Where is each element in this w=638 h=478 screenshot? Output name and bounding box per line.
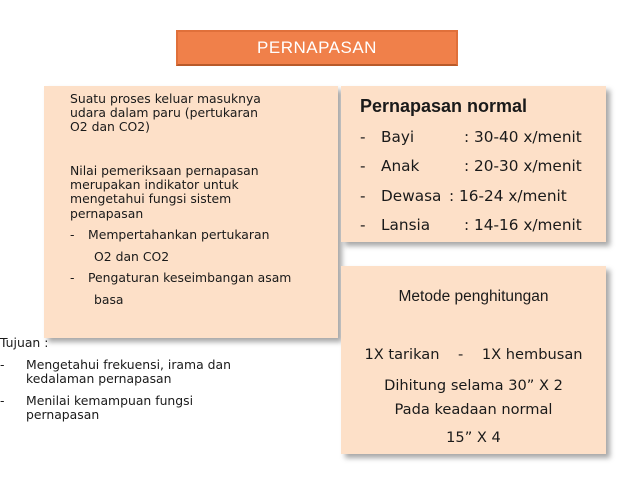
definition-line: udara dalam paru (pertukaran [70, 105, 259, 120]
tujuan-label: Tujuan : [0, 335, 49, 350]
tujuan-item-text: kedalaman pernapasan [26, 371, 172, 386]
indicator-line: pernapasan [70, 206, 144, 221]
definition-line: O2 dan CO2) [70, 119, 150, 134]
sub-item-dash: - [70, 270, 75, 285]
rate-dash: - [360, 216, 366, 234]
rate-dash: - [360, 157, 366, 175]
counting-method-line: 15” X 4 [446, 429, 501, 446]
rate-value: : 14-16 x/menit [464, 216, 582, 234]
sub-item-text: Mempertahankan pertukaran [88, 227, 270, 242]
counting-method-line: 1X tarikan - 1X hembusan [364, 346, 583, 363]
counting-method-line: Dihitung selama 30” X 2 [384, 377, 563, 394]
counting-method-line: Pada keadaan normal [394, 401, 553, 418]
rate-dash: - [360, 128, 366, 146]
tujuan-item-text: Mengetahui frekuensi, irama dan [26, 357, 231, 372]
rate-name: Bayi [381, 128, 415, 146]
definition-line: Suatu proses keluar masuknya [70, 91, 261, 106]
rate-name: Dewasa [381, 187, 442, 205]
indicator-line: mengetahui fungsi sistem [70, 191, 232, 206]
tujuan-item-text: Menilai kemampuan fungsi [26, 393, 194, 408]
slide-title: PERNAPASAN [257, 38, 377, 57]
rate-name: Lansia [381, 216, 431, 234]
indicator-line: Nilai pemeriksaan pernapasan [70, 163, 259, 178]
rate-name: Anak [381, 157, 420, 175]
sub-item-text: Pengaturan keseimbangan asam [88, 270, 292, 285]
rate-value: : 16-24 x/menit [449, 187, 567, 205]
sub-item-dash: - [70, 227, 75, 242]
title-box [176, 30, 458, 66]
indicator-line: merupakan indikator untuk [70, 177, 239, 192]
tujuan-item-text: pernapasan [26, 407, 100, 422]
normal-rates-title: Pernapasan normal [360, 96, 528, 116]
tujuan-dash: - [0, 393, 5, 408]
normal-rates-panel [341, 86, 606, 242]
rate-dash: - [360, 187, 366, 205]
counting-method-panel [341, 266, 606, 454]
tujuan-dash: - [0, 357, 5, 372]
rate-value: : 30-40 x/menit [464, 128, 582, 146]
counting-method-title: Metode penghitungan [398, 288, 549, 305]
sub-item-text: basa [94, 292, 124, 307]
rate-value: : 20-30 x/menit [464, 157, 582, 175]
sub-item-text: O2 dan CO2 [94, 249, 170, 264]
